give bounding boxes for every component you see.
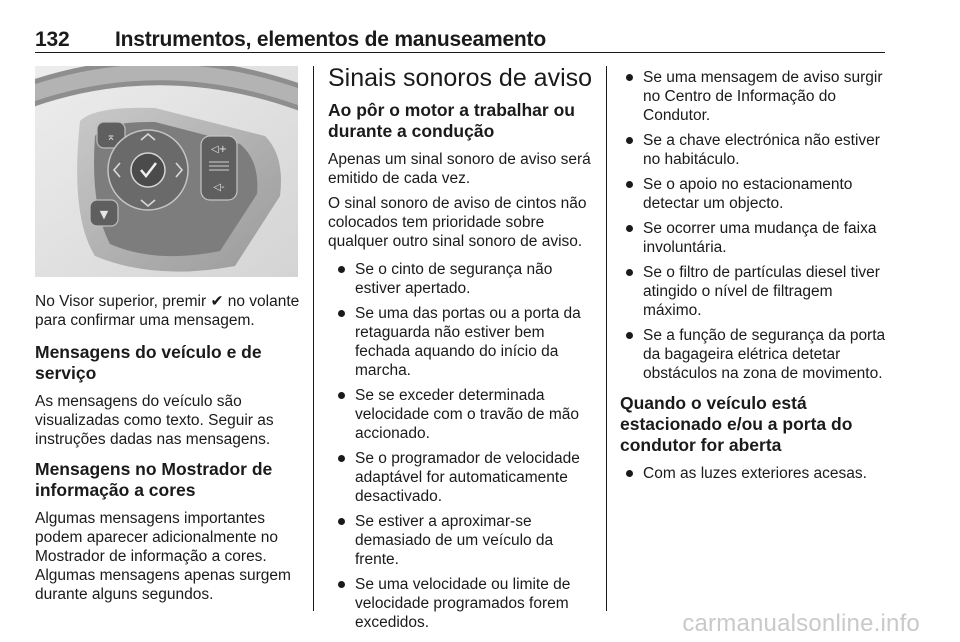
list-item: Se o programador de velocidade adaptável for automaticamente desactivado. [332, 449, 593, 506]
warning-list-continued [620, 68, 888, 383]
list-item: Se se exceder determinada velocidade com o travão de mão accionado. [332, 386, 593, 443]
column-divider-2 [606, 66, 607, 611]
svg-text:⌅: ⌅ [106, 130, 116, 143]
color-display-messages-text: Algumas mensagens importantes podem aparecer adicionalmente no Mostrador de informação a cores. Algumas mensagens apenas surgem durante alguns segundos. [35, 510, 291, 603]
steering-wheel-controls-image [35, 66, 298, 277]
subheading-parked: Quando o veículo está estacionado e/ou a porta do condutor for aberta [620, 393, 853, 455]
right-column [620, 68, 888, 489]
list-item: Se uma das portas ou a porta da retaguarda não estiver bem fechada aquando do início da marcha. [332, 304, 593, 380]
column-divider-1 [313, 66, 314, 611]
list-item: Com as luzes exteriores acesas. [620, 464, 888, 483]
middle-column [328, 64, 593, 638]
svg-text:◁+: ◁+ [210, 144, 228, 155]
left-column [35, 292, 300, 610]
paragraph-seatbelt-priority: O sinal sonoro de aviso de cintos não colocados tem prioridade sobre qualquer outro sinal sonoro de aviso. [328, 195, 587, 250]
list-item: Se uma mensagem de aviso surgir no Centro de Informação do Condutor. [620, 68, 888, 125]
figure-caption: No Visor superior, premir ✔ no volante para confirmar uma mensagem. [35, 293, 300, 329]
list-item: Se o cinto de segurança não estiver apertado. [332, 260, 593, 298]
watermark: carmanualsonline.info [682, 610, 920, 637]
list-item: Se o filtro de partículas diesel tiver atingido o nível de filtragem máximo. [620, 263, 888, 320]
list-item: Se o apoio no estacionamento detectar um objecto. [620, 175, 888, 213]
parked-warning-list [620, 464, 888, 483]
heading-color-display-messages: Mensagens no Mostrador de informação a cores [35, 459, 273, 500]
section-title: Sinais sonoros de aviso [328, 64, 593, 92]
page-number: 132 [35, 28, 70, 51]
list-item: Se estiver a aproximar-se demasiado de um veículo da frente. [332, 512, 593, 569]
subheading-engine-start: Ao pôr o motor a trabalhar ou durante a condução [328, 100, 575, 141]
heading-vehicle-messages: Mensagens do veículo e de serviço [35, 342, 262, 383]
header-divider [35, 52, 885, 53]
svg-text:◁-: ◁- [213, 182, 225, 193]
vehicle-messages-text: As mensagens do veículo são visualizadas como texto. Seguir as instruções dadas nas mensagens. [35, 393, 274, 448]
paragraph-one-signal: Apenas um sinal sonoro de aviso será emitido de cada vez. [328, 151, 591, 187]
chapter-title: Instrumentos, elementos de manuseamento [115, 28, 546, 51]
list-item: Se a função de segurança da porta da bagageira elétrica detetar obstáculos na zona de movimento. [620, 326, 888, 383]
warning-list [328, 260, 593, 632]
list-item: Se uma velocidade ou limite de velocidade programados forem excedidos. [332, 575, 593, 632]
list-item: Se ocorrer uma mudança de faixa involuntária. [620, 219, 888, 257]
list-item: Se a chave electrónica não estiver no habitáculo. [620, 131, 888, 169]
svg-text:▼: ▼ [99, 208, 109, 221]
